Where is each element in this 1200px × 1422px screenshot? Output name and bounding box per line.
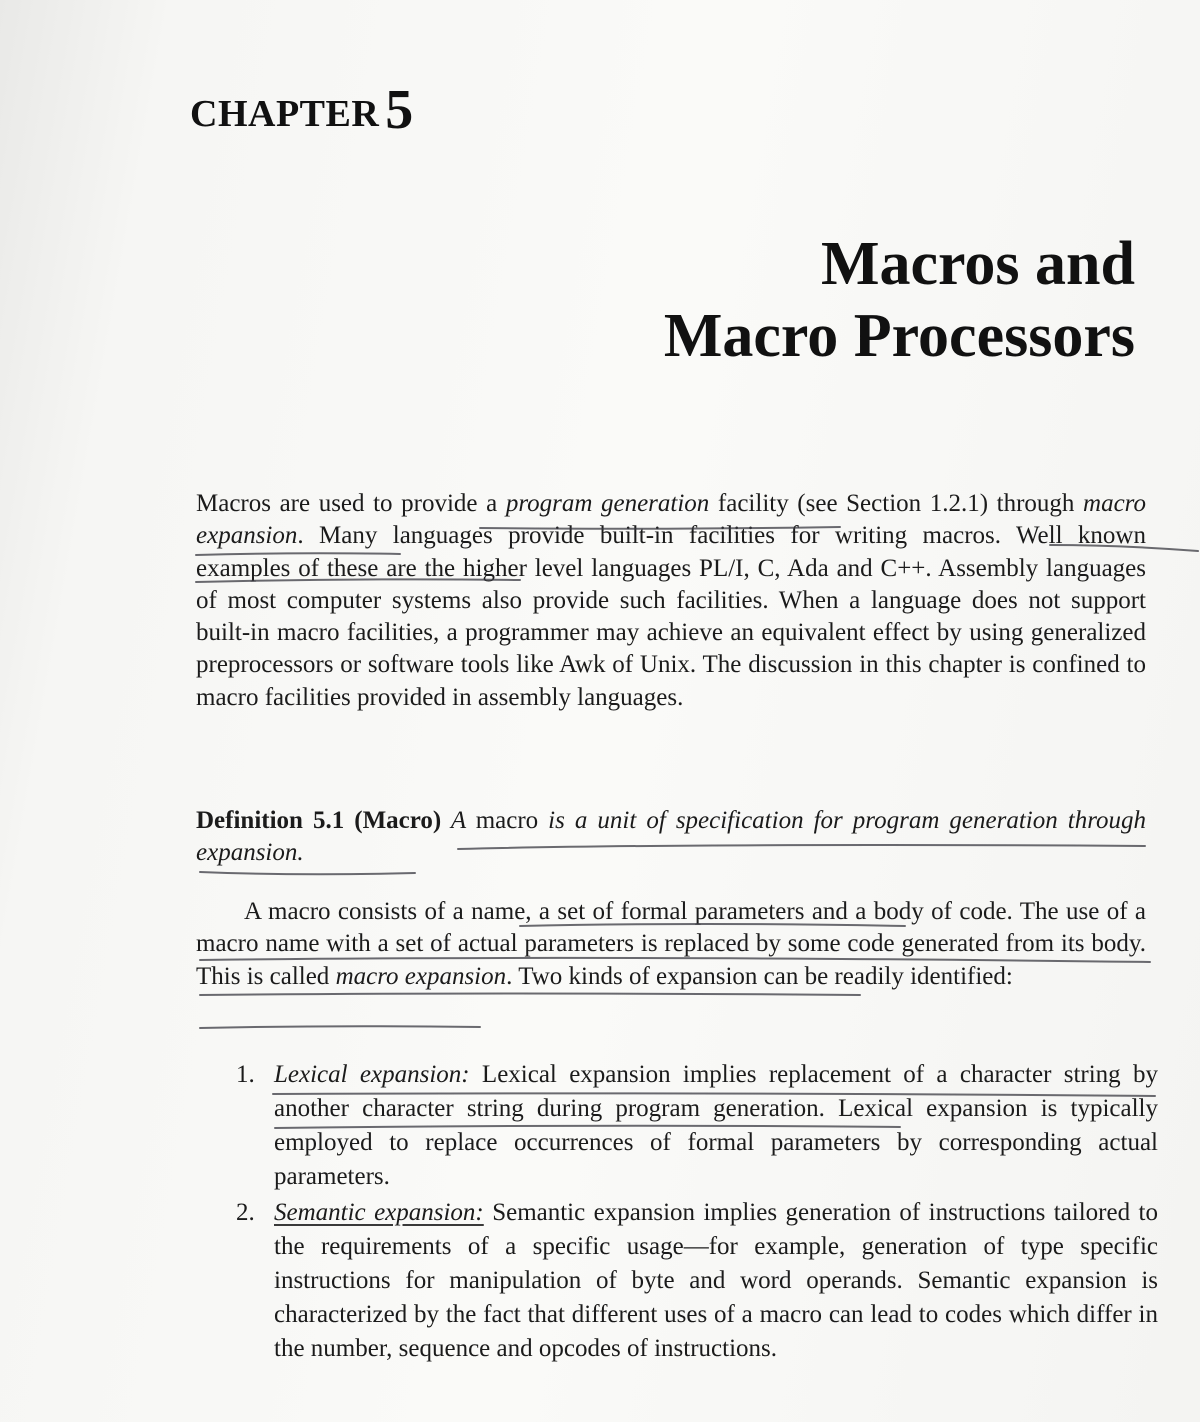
intro-emphasis-program-generation: program generation	[505, 490, 710, 517]
definition-text-a: A	[441, 807, 476, 834]
list-text-semantic: Semantic expansion implies generation of instructions tailored to the requirements of a specific usage—for example, generation of type specific instructions for manipulation of byte and word operands. Semantic expansion is characterized by the fact that different uses of a macro can lead to codes which differ in the number, sequence and opcodes of instructions.	[274, 1199, 1158, 1362]
definition-text-b: is a unit of specification for program generation through expansion.	[196, 807, 1147, 867]
intro-text-1: Macros are used to provide a	[196, 490, 506, 517]
chapter-title-line-2: Macro Processors	[663, 302, 1135, 370]
list-text-lexical: Lexical expansion implies replacement of a character string by another character string during program generation. Lexical expansion is typically employed to replace occurrences of formal parameters by corresponding actual parameters.	[274, 1061, 1159, 1190]
definition-paragraph	[196, 805, 1146, 870]
para3-text-1: A macro consists of a name, a set of formal parameters and a body of code. The use of a macro name with a set of actual parameters is replaced by some code generated from its body. This is called	[196, 898, 1146, 990]
chapter-title-line-1: Macros and	[820, 230, 1135, 298]
list-term-lexical: Lexical expansion:	[274, 1061, 470, 1088]
intro-text-3: . Many languages provide built-in facilities for writing macros. Well known examples of these are the higher level languages PL/I, C, Ada and C++. Assembly languages of most computer systems also provide such facilities. When a language does not support built-in macro facilities, a programmer may achieve an equivalent effect by using generalized preprocessors or software tools like Awk of Unix. The discussion in this chapter is confined to macro facilities provided in assembly languages.	[196, 522, 1146, 711]
intro-paragraph	[196, 488, 1146, 714]
list-item-semantic	[236, 1196, 1158, 1366]
list-number: 2.	[236, 1199, 255, 1226]
chapter-word: CHAPTER	[190, 93, 380, 135]
definition-label: Definition 5.1 (Macro)	[196, 807, 442, 834]
definition-word-macro: macro	[475, 807, 539, 834]
list-number: 1.	[236, 1061, 255, 1088]
list-item-lexical	[236, 1058, 1158, 1194]
intro-text-2: facility (see Section 1.2.1) through	[709, 490, 1084, 517]
para3-emphasis-macro-expansion: macro expansion	[335, 962, 507, 990]
intro-emphasis-macro-expansion: macro expansion	[196, 490, 1146, 550]
para3-text-2: . Two kinds of expansion can be readily identified:	[506, 962, 1013, 990]
macro-consists-paragraph	[196, 896, 1146, 993]
chapter-number: 5	[385, 79, 414, 141]
list-term-semantic: Semantic expansion:	[274, 1199, 484, 1226]
chapter-label	[190, 78, 414, 142]
expansion-kinds-list	[236, 1058, 1158, 1368]
chapter-title	[664, 228, 1135, 372]
